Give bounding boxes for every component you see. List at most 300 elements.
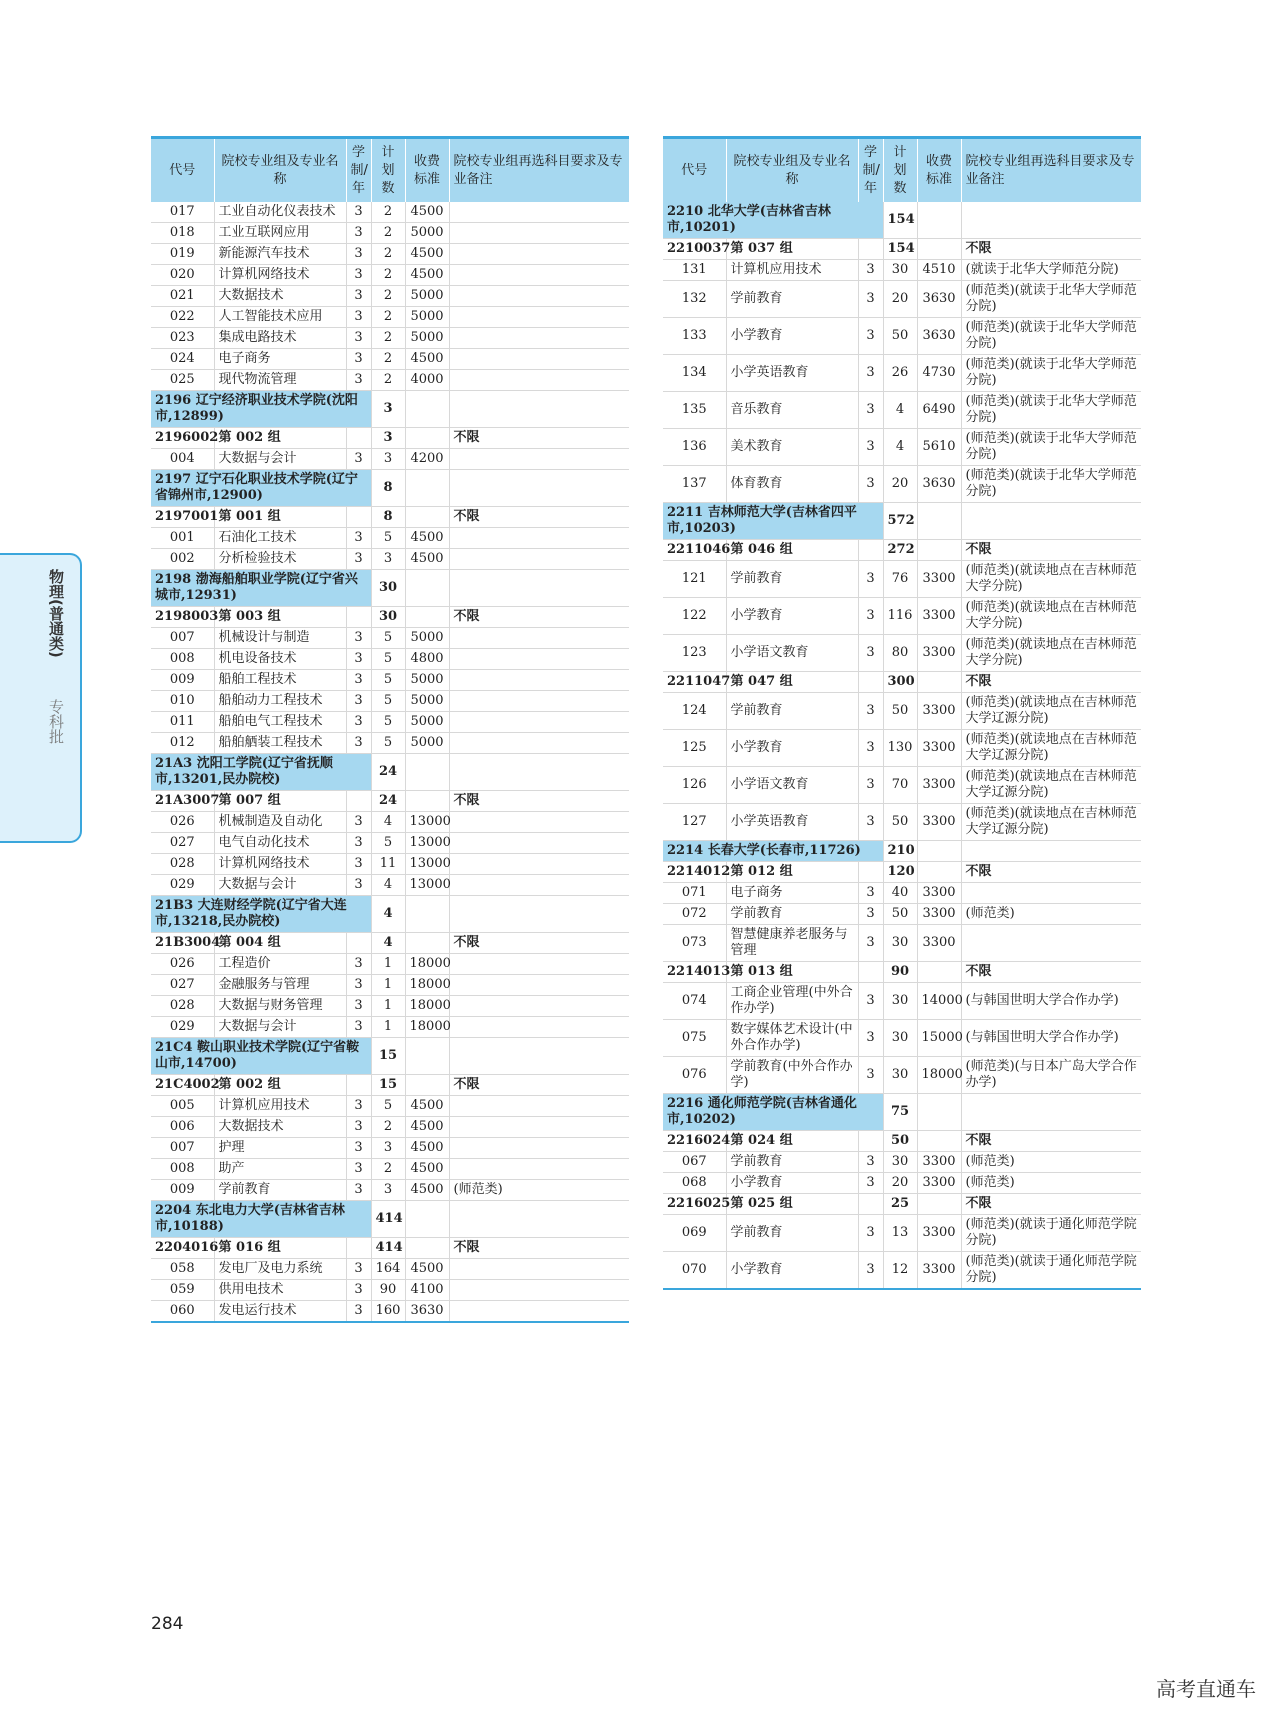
major-plan: 2 — [371, 349, 405, 370]
major-code: 123 — [663, 635, 726, 672]
major-name: 计算机网络技术 — [214, 265, 346, 286]
major-name: 小学教育 — [726, 1173, 858, 1194]
major-plan: 1 — [371, 954, 405, 975]
major-name: 工业互联网应用 — [214, 223, 346, 244]
major-note — [449, 328, 629, 349]
major-name: 大数据与财务管理 — [214, 996, 346, 1017]
table-row — [151, 712, 629, 733]
major-plan: 12 — [883, 1252, 917, 1290]
major-note — [449, 854, 629, 875]
empty-cell — [917, 503, 961, 540]
major-name: 智慧健康养老服务与管理 — [726, 925, 858, 962]
major-plan: 30 — [883, 260, 917, 281]
major-fee: 4500 — [405, 349, 449, 370]
major-name: 学前教育 — [726, 1215, 858, 1252]
major-name: 现代物流管理 — [214, 370, 346, 391]
table-row — [151, 1138, 629, 1159]
group-note: 不限 — [449, 1238, 629, 1259]
table-row — [663, 693, 1141, 730]
major-code: 058 — [151, 1259, 214, 1280]
group-code: 2211046 — [663, 540, 726, 561]
table-row — [151, 1180, 629, 1201]
major-code: 012 — [151, 733, 214, 754]
major-years: 3 — [858, 260, 883, 281]
school-name: 2197 辽宁石化职业技术学院(辽宁省锦州市,12900) — [151, 470, 371, 507]
major-fee: 4500 — [405, 244, 449, 265]
major-plan: 30 — [883, 983, 917, 1020]
major-plan: 30 — [883, 1152, 917, 1173]
empty-cell — [858, 862, 883, 883]
major-name: 小学语文教育 — [726, 635, 858, 672]
table-row — [663, 392, 1141, 429]
major-code: 068 — [663, 1173, 726, 1194]
table-row — [663, 904, 1141, 925]
major-years: 3 — [858, 983, 883, 1020]
major-name: 工程造价 — [214, 954, 346, 975]
school-plan: 24 — [371, 754, 405, 791]
table-row — [151, 1259, 629, 1280]
header-code: 代号 — [663, 138, 726, 203]
school-plan: 15 — [371, 1038, 405, 1075]
school-plan: 414 — [371, 1201, 405, 1238]
group-code: 2214012 — [663, 862, 726, 883]
school-row — [663, 1094, 1141, 1131]
major-fee: 18000 — [405, 1017, 449, 1038]
school-row — [663, 202, 1141, 239]
major-name: 分析检验技术 — [214, 549, 346, 570]
major-note — [449, 223, 629, 244]
major-note: (师范类)(就读于北华大学师范分院) — [961, 429, 1141, 466]
major-note: (师范类)(就读于北华大学师范分院) — [961, 392, 1141, 429]
table-row — [663, 1173, 1141, 1194]
table-row — [151, 223, 629, 244]
major-years: 3 — [346, 670, 371, 691]
major-plan: 2 — [371, 370, 405, 391]
group-name: 第 002 组 — [214, 428, 346, 449]
major-years: 3 — [346, 1259, 371, 1280]
school-name: 2196 辽宁经济职业技术学院(沈阳市,12899) — [151, 391, 371, 428]
major-note — [449, 1117, 629, 1138]
group-plan: 90 — [883, 962, 917, 983]
major-name: 大数据与会计 — [214, 875, 346, 896]
group-name: 第 047 组 — [726, 672, 858, 693]
major-years: 3 — [346, 265, 371, 286]
school-row — [151, 896, 629, 933]
table-row — [151, 349, 629, 370]
major-fee: 13000 — [405, 833, 449, 854]
major-fee: 5000 — [405, 223, 449, 244]
major-name: 学前教育 — [726, 693, 858, 730]
major-fee: 18000 — [405, 996, 449, 1017]
table-row — [663, 1020, 1141, 1057]
major-name: 计算机应用技术 — [214, 1096, 346, 1117]
major-name: 船舶电气工程技术 — [214, 712, 346, 733]
major-fee: 3300 — [917, 767, 961, 804]
major-plan: 26 — [883, 355, 917, 392]
group-note: 不限 — [961, 962, 1141, 983]
major-note — [449, 244, 629, 265]
major-code: 134 — [663, 355, 726, 392]
major-fee: 4500 — [405, 1096, 449, 1117]
major-code: 076 — [663, 1057, 726, 1094]
major-code: 132 — [663, 281, 726, 318]
major-code: 121 — [663, 561, 726, 598]
major-note: (师范类) — [961, 904, 1141, 925]
major-code: 135 — [663, 392, 726, 429]
major-years: 3 — [346, 1301, 371, 1323]
header-name: 院校专业组及专业名称 — [214, 138, 346, 203]
major-fee: 3300 — [917, 883, 961, 904]
table-row — [151, 307, 629, 328]
major-name: 机械制造及自动化 — [214, 812, 346, 833]
major-fee: 5000 — [405, 670, 449, 691]
major-years: 3 — [346, 549, 371, 570]
major-note: (师范类)(就读于北华大学师范分院) — [961, 281, 1141, 318]
empty-cell — [858, 672, 883, 693]
major-name: 电子商务 — [726, 883, 858, 904]
major-code: 006 — [151, 1117, 214, 1138]
major-years: 3 — [346, 975, 371, 996]
major-fee: 4730 — [917, 355, 961, 392]
major-code: 073 — [663, 925, 726, 962]
major-code: 124 — [663, 693, 726, 730]
empty-cell — [858, 540, 883, 561]
table-row — [151, 875, 629, 896]
major-fee: 14000 — [917, 983, 961, 1020]
major-note — [449, 649, 629, 670]
major-name: 护理 — [214, 1138, 346, 1159]
table-row — [151, 286, 629, 307]
major-plan: 50 — [883, 318, 917, 355]
major-plan: 2 — [371, 307, 405, 328]
major-code: 001 — [151, 528, 214, 549]
major-years: 3 — [858, 804, 883, 841]
major-code: 023 — [151, 328, 214, 349]
major-fee: 4500 — [405, 202, 449, 223]
empty-cell — [405, 754, 449, 791]
major-note — [449, 528, 629, 549]
empty-cell — [858, 1194, 883, 1215]
major-name: 大数据技术 — [214, 1117, 346, 1138]
school-name: 21C4 鞍山职业技术学院(辽宁省鞍山市,14700) — [151, 1038, 371, 1075]
major-fee: 5610 — [917, 429, 961, 466]
major-code: 028 — [151, 996, 214, 1017]
major-name: 机电设备技术 — [214, 649, 346, 670]
table-row — [663, 1215, 1141, 1252]
major-note: (与韩国世明大学合作办学) — [961, 1020, 1141, 1057]
empty-cell — [405, 791, 449, 812]
major-note: (师范类) — [961, 1152, 1141, 1173]
major-years: 3 — [346, 1138, 371, 1159]
major-name: 学前教育 — [214, 1180, 346, 1201]
major-name: 音乐教育 — [726, 392, 858, 429]
major-plan: 2 — [371, 265, 405, 286]
major-years: 3 — [858, 1215, 883, 1252]
major-note — [449, 286, 629, 307]
major-years: 3 — [346, 996, 371, 1017]
major-years: 3 — [346, 712, 371, 733]
major-note: (师范类)(就读于通化师范学院分院) — [961, 1252, 1141, 1290]
major-plan: 4 — [883, 429, 917, 466]
group-plan: 25 — [883, 1194, 917, 1215]
major-fee: 3300 — [917, 730, 961, 767]
group-name: 第 012 组 — [726, 862, 858, 883]
major-years: 3 — [346, 307, 371, 328]
group-note: 不限 — [449, 428, 629, 449]
major-plan: 80 — [883, 635, 917, 672]
group-row — [663, 672, 1141, 693]
major-code: 059 — [151, 1280, 214, 1301]
empty-cell — [858, 962, 883, 983]
group-name: 第 016 组 — [214, 1238, 346, 1259]
table-row — [151, 628, 629, 649]
empty-cell — [449, 896, 629, 933]
major-note — [449, 1280, 629, 1301]
empty-cell — [961, 841, 1141, 862]
group-name: 第 013 组 — [726, 962, 858, 983]
major-plan: 5 — [371, 628, 405, 649]
table-row — [151, 449, 629, 470]
empty-cell — [917, 1094, 961, 1131]
major-years: 3 — [858, 883, 883, 904]
major-note: (师范类)(就读地点在吉林师范大学辽源分院) — [961, 804, 1141, 841]
group-code: 2216024 — [663, 1131, 726, 1152]
major-years: 3 — [346, 370, 371, 391]
major-note: (师范类)(就读地点在吉林师范大学辽源分院) — [961, 730, 1141, 767]
table-row — [663, 767, 1141, 804]
major-note — [961, 925, 1141, 962]
major-name: 发电运行技术 — [214, 1301, 346, 1323]
table-header-row — [151, 138, 629, 203]
table-header-row — [663, 138, 1141, 203]
major-years: 3 — [858, 1252, 883, 1290]
major-fee: 3300 — [917, 561, 961, 598]
major-plan: 20 — [883, 466, 917, 503]
group-code: 21C4002 — [151, 1075, 214, 1096]
table-row — [663, 466, 1141, 503]
group-row — [151, 1238, 629, 1259]
group-note: 不限 — [449, 791, 629, 812]
table-row — [663, 318, 1141, 355]
major-name: 新能源汽车技术 — [214, 244, 346, 265]
major-plan: 1 — [371, 1017, 405, 1038]
major-years: 3 — [346, 349, 371, 370]
school-plan: 572 — [883, 503, 917, 540]
major-code: 071 — [663, 883, 726, 904]
major-fee: 13000 — [405, 854, 449, 875]
major-years: 3 — [346, 1280, 371, 1301]
school-row — [151, 1038, 629, 1075]
table-row — [663, 281, 1141, 318]
major-fee: 13000 — [405, 812, 449, 833]
empty-cell — [346, 507, 371, 528]
group-note: 不限 — [961, 239, 1141, 260]
major-plan: 1 — [371, 996, 405, 1017]
table-row — [151, 1017, 629, 1038]
category-side-tab — [0, 553, 82, 843]
major-fee: 18000 — [405, 954, 449, 975]
major-name: 集成电路技术 — [214, 328, 346, 349]
major-name: 船舶工程技术 — [214, 670, 346, 691]
major-code: 069 — [663, 1215, 726, 1252]
major-note: (师范类) — [961, 1173, 1141, 1194]
group-code: 2216025 — [663, 1194, 726, 1215]
major-code: 004 — [151, 449, 214, 470]
major-name: 小学教育 — [726, 1252, 858, 1290]
major-years: 3 — [346, 691, 371, 712]
header-plan: 计划数 — [883, 138, 917, 203]
empty-cell — [405, 896, 449, 933]
major-fee: 5000 — [405, 712, 449, 733]
major-note — [449, 1017, 629, 1038]
major-note: (师范类)(就读地点在吉林师范大学分院) — [961, 635, 1141, 672]
major-note — [449, 812, 629, 833]
school-row — [663, 503, 1141, 540]
empty-cell — [346, 607, 371, 628]
major-plan: 3 — [371, 549, 405, 570]
major-code: 025 — [151, 370, 214, 391]
major-fee: 3300 — [917, 1152, 961, 1173]
group-row — [151, 1075, 629, 1096]
header-plan: 计划数 — [371, 138, 405, 203]
major-name: 发电厂及电力系统 — [214, 1259, 346, 1280]
major-years: 3 — [858, 429, 883, 466]
group-row — [663, 862, 1141, 883]
major-years: 3 — [858, 1173, 883, 1194]
major-fee: 4100 — [405, 1280, 449, 1301]
major-code: 028 — [151, 854, 214, 875]
table-row — [663, 561, 1141, 598]
school-name: 21A3 沈阳工学院(辽宁省抚顺市,13201,民办院校) — [151, 754, 371, 791]
school-plan: 30 — [371, 570, 405, 607]
major-code: 122 — [663, 598, 726, 635]
group-plan: 15 — [371, 1075, 405, 1096]
group-row — [663, 540, 1141, 561]
major-plan: 70 — [883, 767, 917, 804]
major-years: 3 — [346, 449, 371, 470]
major-plan: 3 — [371, 1180, 405, 1201]
table-row — [663, 804, 1141, 841]
empty-cell — [405, 470, 449, 507]
group-plan: 414 — [371, 1238, 405, 1259]
major-fee: 3300 — [917, 1173, 961, 1194]
major-years: 3 — [346, 528, 371, 549]
page-number: 284 — [151, 1614, 184, 1634]
major-plan: 20 — [883, 281, 917, 318]
school-name: 2210 北华大学(吉林省吉林市,10201) — [663, 202, 883, 239]
major-plan: 50 — [883, 693, 917, 730]
major-years: 3 — [346, 328, 371, 349]
table-row — [151, 202, 629, 223]
major-years: 3 — [346, 202, 371, 223]
major-note — [449, 1259, 629, 1280]
group-name: 第 046 组 — [726, 540, 858, 561]
major-note — [449, 628, 629, 649]
major-name: 计算机网络技术 — [214, 854, 346, 875]
major-years: 3 — [346, 854, 371, 875]
major-code: 029 — [151, 875, 214, 896]
major-note — [449, 549, 629, 570]
school-name: 21B3 大连财经学院(辽宁省大连市,13218,民办院校) — [151, 896, 371, 933]
major-note — [449, 996, 629, 1017]
major-plan: 2 — [371, 223, 405, 244]
table-row — [151, 691, 629, 712]
major-plan: 30 — [883, 1057, 917, 1094]
major-plan: 5 — [371, 733, 405, 754]
empty-cell — [917, 202, 961, 239]
major-plan: 130 — [883, 730, 917, 767]
major-years: 3 — [346, 1017, 371, 1038]
major-code: 010 — [151, 691, 214, 712]
header-notes: 院校专业组再选科目要求及专业备注 — [961, 138, 1141, 203]
major-plan: 4 — [883, 392, 917, 429]
table-row — [663, 1057, 1141, 1094]
major-plan: 2 — [371, 244, 405, 265]
major-fee: 3300 — [917, 693, 961, 730]
major-years: 3 — [858, 767, 883, 804]
empty-cell — [405, 391, 449, 428]
major-name: 工业自动化仪表技术 — [214, 202, 346, 223]
major-years: 3 — [346, 812, 371, 833]
major-years: 3 — [346, 833, 371, 854]
table-row — [151, 328, 629, 349]
school-name: 2214 长春大学(长春市,11726) — [663, 841, 883, 862]
empty-cell — [346, 428, 371, 449]
empty-cell — [405, 1238, 449, 1259]
major-code: 007 — [151, 1138, 214, 1159]
major-note — [449, 265, 629, 286]
major-name: 学前教育 — [726, 904, 858, 925]
major-name: 小学语文教育 — [726, 767, 858, 804]
major-code: 029 — [151, 1017, 214, 1038]
group-plan: 24 — [371, 791, 405, 812]
table-row — [663, 260, 1141, 281]
group-note: 不限 — [961, 1194, 1141, 1215]
major-code: 136 — [663, 429, 726, 466]
major-name: 供用电技术 — [214, 1280, 346, 1301]
group-plan: 154 — [883, 239, 917, 260]
major-plan: 4 — [371, 875, 405, 896]
major-plan: 4 — [371, 812, 405, 833]
group-code: 2196002 — [151, 428, 214, 449]
empty-cell — [449, 1038, 629, 1075]
major-note: (师范类)(就读于通化师范学院分院) — [961, 1215, 1141, 1252]
major-note: (师范类)(就读地点在吉林师范大学分院) — [961, 561, 1141, 598]
major-plan: 2 — [371, 1117, 405, 1138]
empty-cell — [346, 1075, 371, 1096]
major-plan: 2 — [371, 328, 405, 349]
group-row — [151, 507, 629, 528]
group-name: 第 024 组 — [726, 1131, 858, 1152]
group-row — [663, 239, 1141, 260]
table-row — [151, 265, 629, 286]
empty-cell — [405, 1038, 449, 1075]
major-fee: 5000 — [405, 691, 449, 712]
major-name: 小学教育 — [726, 318, 858, 355]
major-note: (就读于北华大学师范分院) — [961, 260, 1141, 281]
major-code: 007 — [151, 628, 214, 649]
major-code: 022 — [151, 307, 214, 328]
major-years: 3 — [346, 244, 371, 265]
header-name: 院校专业组及专业名称 — [726, 138, 858, 203]
major-years: 3 — [346, 1096, 371, 1117]
group-code: 21A3007 — [151, 791, 214, 812]
major-years: 3 — [858, 392, 883, 429]
school-plan: 75 — [883, 1094, 917, 1131]
table-row — [663, 983, 1141, 1020]
major-name: 工商企业管理(中外合作办学) — [726, 983, 858, 1020]
empty-cell — [449, 470, 629, 507]
